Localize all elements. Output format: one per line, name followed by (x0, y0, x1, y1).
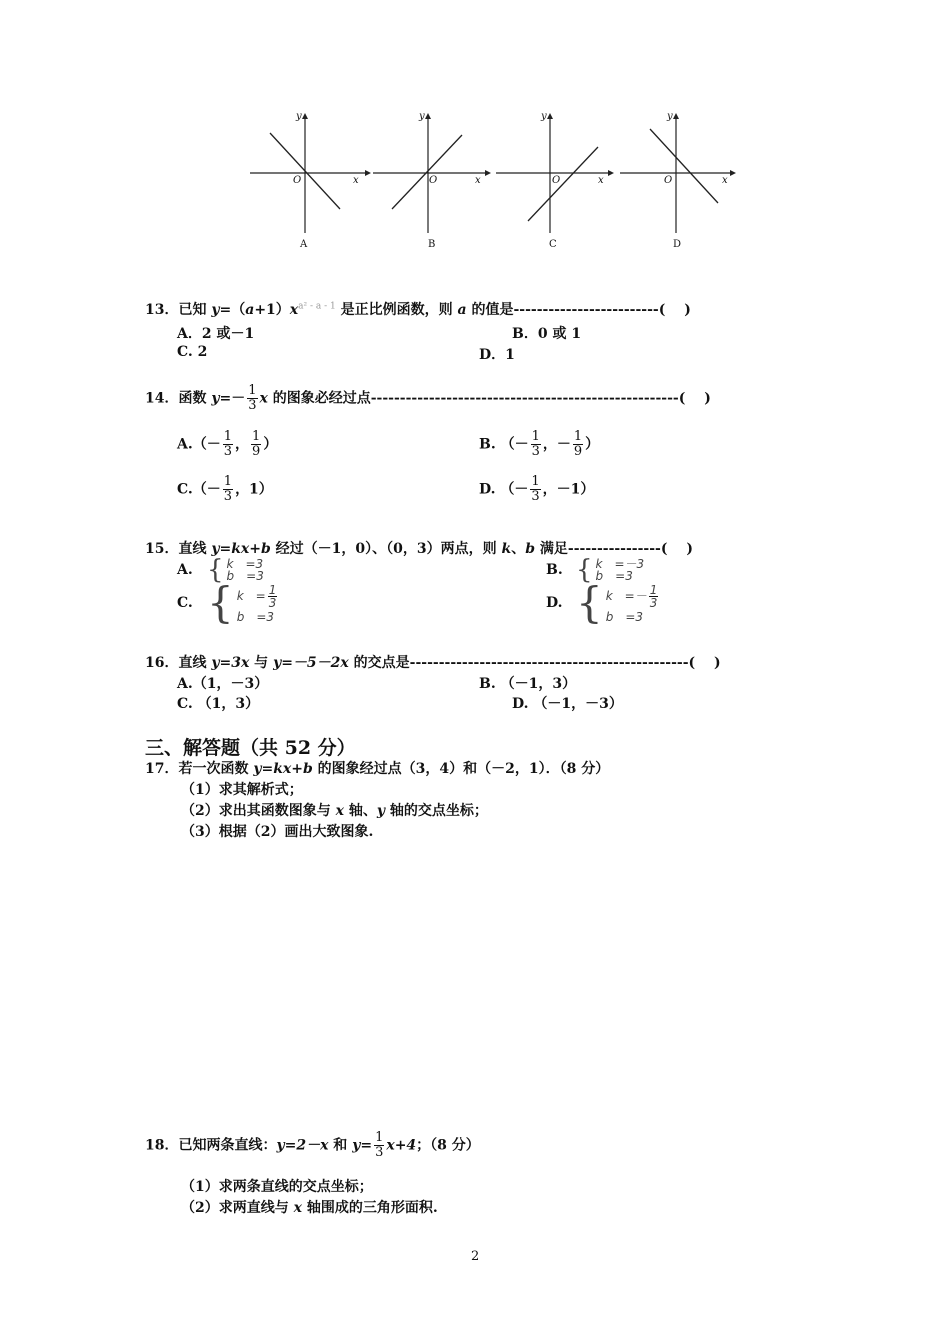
question-15: 15．直线 y=kx+b 经过（－1，0）、（0，3）两点，则 k、b 满足----------------( ) (145, 541, 693, 557)
q16-option-a: A.（1，－3） (177, 676, 269, 692)
q15-option-b: B. { k =－3 b =3 (546, 555, 645, 585)
y-axis-label: y (296, 111, 302, 122)
origin-label: O (293, 175, 302, 186)
y-axis-label: y (667, 111, 673, 122)
question-18: 18．已知两条直线：y=2－x 和 y= $\frac{1}{3}$ x+4；（8 分） (145, 1130, 480, 1160)
q18-part-2: （2）求两直线与 x 轴围成的三角形面积. (181, 1200, 438, 1216)
graph-b (373, 111, 491, 250)
x-axis-label: x (598, 175, 604, 186)
graph-caption: B (428, 239, 436, 250)
q13-option-c: C. 2 (177, 344, 208, 360)
graph-d (620, 111, 736, 250)
graph-options-figure (240, 105, 740, 260)
origin-label: O (429, 175, 438, 186)
fraction: $\frac{1}{3}$ (248, 383, 257, 413)
question-13: 13．已知 $y=(a+1)x^{a^2 - a - 1}$ 是正比例函数，则 a 的值是-------------------------( ) (145, 301, 691, 318)
q16-option-b: B. （－1，3） (479, 676, 577, 692)
q14-option-a: A.（－ $\frac{1}{3}$ ， $\frac{1}{9}$ ） (177, 429, 278, 459)
y-axis-label: y (541, 111, 547, 122)
q13-option-b: B．0 或 1 (512, 326, 582, 342)
x-axis-label: x (722, 175, 728, 186)
y-axis-label: y (419, 111, 425, 122)
q16-option-d: D. （－1，－3） (512, 696, 623, 712)
q15-option-c: C. { k = $\frac{1}{3}$ b =3 (177, 578, 277, 627)
q17-part-3: （3）根据（2）画出大致图象. (181, 824, 374, 840)
fraction: $\frac{1}{3}$ (375, 1130, 384, 1160)
question-17: 17．若一次函数 y=kx+b 的图象经过点（3，4）和（－2，1）．（8 分） (145, 761, 610, 777)
q16-option-c: C. （1，3） (177, 696, 260, 712)
question-14: 14．函数 y=－ $\frac{1}{3}$ x 的图象必经过点-----------------------------------------------------( ) (145, 383, 711, 413)
graph-caption: D (673, 239, 682, 250)
q14-option-c: C.（－ $\frac{1}{3}$ ，1） (177, 474, 273, 504)
x-axis-label: x (475, 175, 481, 186)
q15-option-a: A. { k =3 b =3 (177, 555, 264, 585)
x-axis-label: x (353, 175, 359, 186)
q17-part-1: （1）求其解析式； (181, 782, 303, 798)
q15-option-d: D. { k =－ $\frac{1}{3}$ b =3 (546, 578, 658, 627)
q13-option-d: D．1 (479, 347, 515, 363)
question-16: 16．直线 y=3x 与 y=－5－2x 的交点是------------------------------------------------( ) (145, 655, 721, 671)
q14-option-d: D. （－ $\frac{1}{3}$ ，－1） (479, 474, 595, 504)
graph-caption: C (549, 239, 557, 250)
graph-c (496, 111, 614, 250)
exponent: a² - a - 1 (298, 301, 336, 312)
origin-label: O (664, 175, 673, 186)
q17-part-2: （2）求出其函数图象与 x 轴、y 轴的交点坐标； (181, 803, 488, 819)
origin-label: O (552, 175, 561, 186)
graph-a (250, 111, 371, 250)
q14-option-b: B. （－ $\frac{1}{3}$ ，－ $\frac{1}{9}$ ） (479, 429, 600, 459)
q18-part-1: （1）求两条直线的交点坐标； (181, 1179, 373, 1195)
section-title: 三、解答题（共 52 分） (145, 737, 356, 759)
page-number: 2 (471, 1249, 480, 1264)
q13-option-a: A．2 或－1 (177, 326, 255, 342)
graph-caption: A (300, 239, 308, 250)
